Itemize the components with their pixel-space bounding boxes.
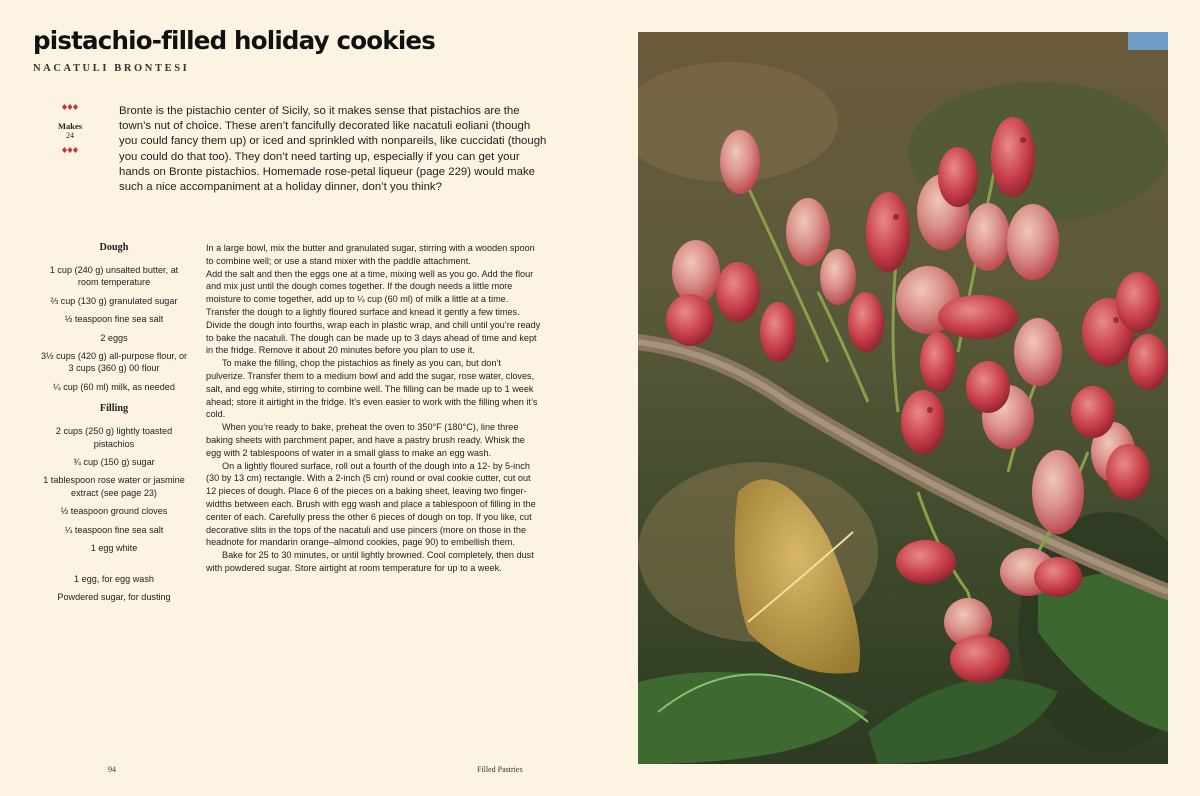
ingredient-item: Powdered sugar, for dusting xyxy=(57,591,171,602)
method-step: To make the filling, chop the pistachios as finely as you can, but don’t pulverize. Transfer them to a medium bowl and add the sugar, rose water, cloves, salt, and egg white, stirring to combine well. The filling can be made up to 1 week ahead; store it airtight in the fridge. It’s even easier to work with the filling when it’s cold. xyxy=(206,358,538,420)
method-step: In a large bowl, mix the butter and granulated sugar, stirring with a wooden spoon to combine well; or use a stand mixer with the paddle attachment. xyxy=(206,243,535,266)
ingredient-item: ¼ cup (60 ml) milk, as needed xyxy=(53,381,175,392)
ingredient-item: ¾ cup (150 g) sugar xyxy=(73,457,155,468)
yield-count: 24 xyxy=(66,131,74,140)
yield-label: Makes xyxy=(57,121,83,131)
filling-heading: Filling xyxy=(99,403,129,415)
ingredient-item: 1 egg, for egg wash xyxy=(74,573,154,584)
recipe-title: pistachio-filled holiday cookies xyxy=(33,26,436,55)
ingredient-item: 1 cup (240 g) unsalted butter, at room temperature xyxy=(49,265,179,288)
pistachio-photo xyxy=(638,32,1168,764)
diamond-ornament-icon xyxy=(46,104,94,110)
method-step: When you’re ready to bake, preheat the oven to 350°F (180°C), line three baking sheets with parchment paper, and have a pastry brush ready. Whisk the egg with 2 tablespoons of water in a small glass to make an egg wash. xyxy=(206,422,525,458)
ingredient-spacer xyxy=(40,561,188,573)
method-step: On a lightly floured surface, roll out a fourth of the dough into a 12- by 5-inch (30 by 13 cm) rectangle. With a 2-inch (5 cm) round or oval cookie cutter, cut out 12 pieces of dough. Place 6 of the pieces on a baking sheet, leaving two finger-widths between each. Brush with egg wash and place a tablespoon of filling in the center of each. Carefully press the other 6 pieces of dough on top. If you like, cut decorative slits in the tops of the nacatuli and use pincers (more on those in the headnote for mandarin orange–almond cookies, page 90) to embellish them. xyxy=(206,460,536,548)
ingredient-list xyxy=(40,241,188,609)
recipe-subtitle: NACATULI BRONTESI xyxy=(33,63,190,74)
recipe-intro: Bronte is the pistachio center of Sicily, so it makes sense that pistachios are the town’s nut of choice. These aren’t fancifully decorated like nacatuli eoliani (though you could fancy them up) or iced and sprinkled with nonpareils, like cuccidati (though you could do that too). They don’t need tarting up, especially if you can get your hands on Bronte pistachios. Homemade rose-petal liqueur (page 229) would make such a nice accompaniment at a holiday dinner, don’t you think? xyxy=(119,105,547,194)
ingredient-item: ⅔ cup (130 g) granulated sugar xyxy=(50,295,178,306)
yield-box xyxy=(46,104,94,153)
page-number: 94 xyxy=(108,765,116,774)
ingredient-item: ½ teaspoon fine sea salt xyxy=(64,314,164,325)
ingredient-item: 1 egg white xyxy=(90,543,138,554)
method-steps xyxy=(206,242,542,575)
ingredient-item: ½ teaspoon ground cloves xyxy=(60,506,168,517)
diamond-ornament-icon xyxy=(46,147,94,153)
method-step: Add the salt and then the eggs one at a time, mixing well as you go. Add the flour and mix just until the dough comes together. If the dough needs a little more moisture to come together, add up to ¼ cup (60 ml) of milk a little at a time. Transfer the dough to a lightly floured surface and knead it gently a few times. Divide the dough into fourths, wrap each in plastic wrap, and chill until you’re ready to bake the nacatuli. The dough can be made up to 3 days ahead of time and kept in the fridge. Remove it about 20 minutes before you plan to use it. xyxy=(206,268,541,356)
method-step: Bake for 25 to 30 minutes, or until lightly browned. Cool completely, then dust with powdered sugar. Store airtight at room temperature for up to a week. xyxy=(206,550,534,573)
ingredient-item: 2 cups (250 g) lightly toasted pistachios xyxy=(55,426,173,449)
dough-heading: Dough xyxy=(99,242,129,253)
section-name: Filled Pastries xyxy=(477,765,523,774)
ingredient-item: ¼ teaspoon fine sea salt xyxy=(64,524,164,535)
ingredient-item: 1 tablespoon rose water or jasmine extract (see page 23) xyxy=(43,475,185,498)
ingredient-item: 3½ cups (420 g) all-purpose flour, or 3 cups (360 g) 00 flour xyxy=(40,351,188,374)
ingredient-item: 2 eggs xyxy=(100,332,128,343)
